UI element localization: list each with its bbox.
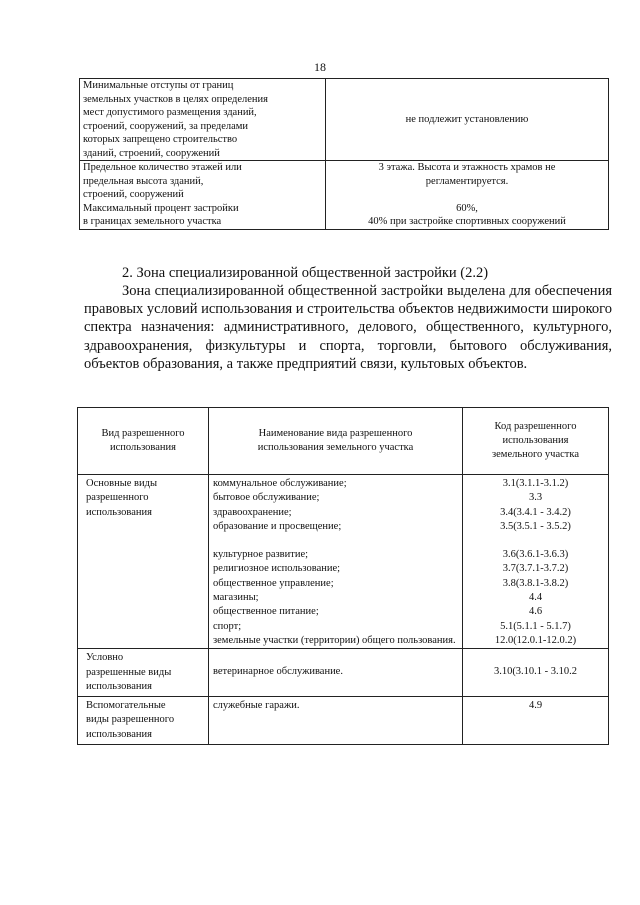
header-use-type <box>78 408 209 475</box>
list-item: образование и просвещение; <box>213 520 342 532</box>
table-row <box>78 697 609 745</box>
main-uses-label <box>78 475 209 649</box>
param-text: мест допустимого размещения зданий, <box>83 107 257 118</box>
code-text: 4.9 <box>528 700 543 712</box>
page-number: 18 <box>314 60 326 74</box>
main-uses-codes <box>463 475 609 649</box>
param-text: в границах земельного участка <box>83 216 222 227</box>
table-row <box>78 475 609 649</box>
code-item: 3.4(3.4.1 - 3.4.2) <box>500 506 571 518</box>
label-text: Основные виды <box>86 478 158 489</box>
value-text: 3 этажа. Высота и этажность храмов не <box>378 162 556 173</box>
table-row <box>80 202 609 230</box>
label-text: использования <box>86 728 152 740</box>
header-text: использования земельного участка <box>257 442 414 453</box>
param-text: Минимальные отступы от границ <box>83 80 234 91</box>
header-text: земельного участка <box>492 449 579 461</box>
code-item: 3.3 <box>528 492 543 504</box>
auxiliary-use <box>209 697 463 745</box>
code-item: 12.0(12.0.1-12.0.2) <box>494 634 577 646</box>
code-text: 3.10(3.10.1 - 3.10.2 <box>493 666 578 678</box>
list-item: коммунальное обслуживание; <box>213 478 347 489</box>
main-uses-list <box>209 475 463 649</box>
conditional-use <box>209 649 463 697</box>
value-cell <box>326 161 609 202</box>
conditional-code <box>463 649 609 697</box>
table-row <box>80 79 609 161</box>
label-text: разрешенные виды <box>86 666 172 678</box>
permitted-use-table <box>77 407 609 745</box>
list-item: спорт; <box>213 620 242 632</box>
label-text: использования <box>86 506 152 518</box>
regulations-table <box>79 78 609 230</box>
conditional-uses-label <box>78 649 209 697</box>
code-item: 4.4 <box>528 592 543 604</box>
auxiliary-code <box>463 697 609 745</box>
param-cell <box>80 79 326 161</box>
use-text: ветеринарное обслуживание. <box>213 666 343 678</box>
value-text: 40% при застройке спортивных сооружений <box>368 216 566 227</box>
table-row <box>80 161 609 202</box>
list-item: земельные участки (территории) общего пользования. <box>213 634 456 646</box>
header-text: использования <box>502 434 569 446</box>
code-item: 3.6(3.6.1-3.6.3) <box>502 549 569 561</box>
header-use-name <box>209 408 463 475</box>
list-item: религиозное использование; <box>213 563 341 575</box>
spacer <box>213 534 458 548</box>
label-text: Вспомогательные <box>86 700 166 712</box>
code-item: 3.5(3.5.1 - 3.5.2) <box>500 520 571 532</box>
list-item: культурное развитие; <box>213 549 309 561</box>
list-item: магазины; <box>213 592 259 604</box>
spacer <box>467 534 604 548</box>
param-text: предельная высота зданий, <box>83 175 204 187</box>
param-text: Предельное количество этажей или <box>83 162 242 173</box>
param-text: строений, сооружений <box>83 189 184 200</box>
param-cell <box>80 161 326 202</box>
code-item: 3.7(3.7.1-3.7.2) <box>502 563 569 575</box>
code-item: 3.1(3.1.1-3.1.2) <box>502 478 569 489</box>
use-text: служебные гаражи. <box>213 700 300 712</box>
label-text: разрешенного <box>86 492 149 504</box>
header-text: Код разрешенного <box>494 420 577 432</box>
value-cell <box>326 79 609 161</box>
section-paragraph: Зона специализированной общественной застройки выделена для обеспечения правовых условий использования и строительства объектов недвижимости широкого спектра назначения: административного, делового, общественного, культурного, здравоохранения, физкультуры и спорта, торговли, бытового обслуживания, объектов образования, а также предприятий связи, культовых объектов. <box>84 283 612 372</box>
header-use-code <box>463 408 609 475</box>
header-text: Наименование вида разрешенного <box>258 427 413 439</box>
label-text: использования <box>86 680 152 692</box>
code-item: 3.8(3.8.1-3.8.2) <box>502 577 569 589</box>
param-text: зданий, строений, сооружений <box>83 147 220 159</box>
table-header-row <box>78 408 609 475</box>
code-item: 4.6 <box>528 606 543 618</box>
param-cell <box>80 202 326 230</box>
value-text: не подлежит установлению <box>405 113 529 125</box>
header-text: использования <box>110 442 176 453</box>
header-text: Вид разрешенного <box>101 427 185 439</box>
param-text: которых запрещено строительство <box>83 134 238 145</box>
code-item: 5.1(5.1.1 - 5.1.7) <box>500 620 571 632</box>
param-text: строений, сооружений, за пределами <box>83 120 249 132</box>
value-cell <box>326 202 609 230</box>
label-text: Условно <box>86 652 124 664</box>
list-item: здравоохранение; <box>213 506 292 518</box>
value-text: регламентируется. <box>425 175 509 187</box>
list-item: общественное управление; <box>213 577 334 589</box>
auxiliary-uses-label <box>78 697 209 745</box>
value-text: 60%, <box>456 202 478 214</box>
param-text: земельных участков в целях определения <box>83 93 268 105</box>
list-item: бытовое обслуживание; <box>213 492 320 504</box>
param-text: Максимальный процент застройки <box>83 202 239 214</box>
table-row <box>78 649 609 697</box>
section-title: 2. Зона специализированной общественной застройки (2.2) <box>122 265 489 281</box>
label-text: виды разрешенного <box>86 714 175 726</box>
list-item: общественное питание; <box>213 606 319 618</box>
